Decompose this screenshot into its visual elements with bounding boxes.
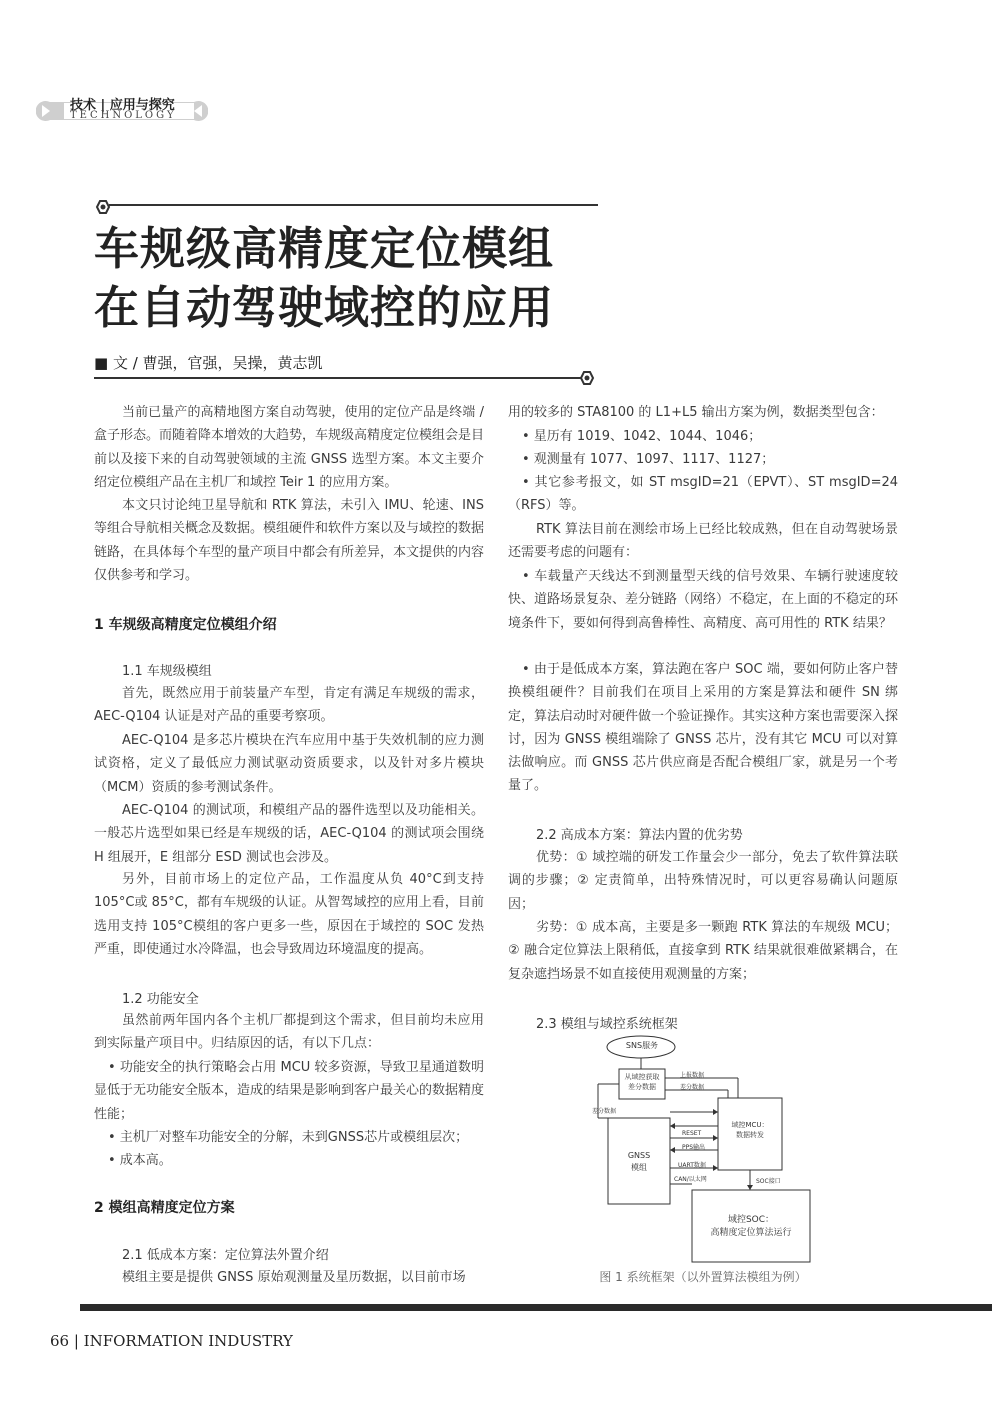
- bullet-1-2b: • 主机厂对整车功能安全的分解，未到GNSS芯片或模组层次；: [108, 1130, 469, 1145]
- paragraph-1-1c: AEC-Q104 的测试项，和模组产品的器件选型以及功能相关。一般芯片选型如果已经是车规级的话，AEC-Q104 的测试项会围绕 H 组展开，E 组部分 ESD 测试也会涉及。: [94, 803, 484, 865]
- paragraph-1-1a: 首先，既然应用于前装量产车型，肯定有满足车规级的需求，AEC-Q104 认证是对产品的重要考察项。: [94, 686, 484, 725]
- bullet-rtk-issue-2: • 由于是低成本方案，算法跑在客户 SOC 端，要如何防止客户替换模组硬件？目前我们在项目上采用的方案是算法和硬件 SN 绑定，算法启动时对硬件做一个验证操作。其实这种方案也需要深入探讨，因为 GNSS 模组端除了 GNSS 芯片，没有其它 MCU 可以对算法做响应。而 GNSS 芯片供应商是否配合模组厂家，就是另一个考量了。: [508, 662, 899, 794]
- section-label: 技术 | 应用与探究: [70, 98, 175, 113]
- intro-paragraph-1: 当前已量产的高精地图方案自动驾驶，使用的定位产品是终端 / 盒子形态。而随着降本增效的大趋势，车规级高精度定位模组会是目前以及接下来的自动驾驶领域的主流 GNSS 选型方案。本文主要介绍定位模组产品在主机厂和域控 Teir 1 的应用方案。: [94, 405, 485, 490]
- subsection-heading-2-2: 2.2 高成本方案：算法内置的优劣势: [536, 828, 743, 843]
- section-label-en: TECHNOLOGY: [70, 110, 177, 121]
- subsection-heading-1-2: 1.2 功能安全: [122, 992, 199, 1007]
- paragraph-continued: 用的较多的 STA8100 的 L1+L5 输出方案为例，数据类型包含：: [508, 405, 884, 420]
- subsection-heading-2-3: 2.3 模组与域控系统框架: [536, 1017, 678, 1032]
- diagram-box-soc-line2: 高精度定位算法运行: [710, 1228, 792, 1238]
- paragraph-1-1b: AEC-Q104 是多芯片模块在汽车应用中基于失效机制的应力测试资格，定义了最低应力测试驱动资质要求，以及针对多片模块（MCM）资质的参考测试条件。: [94, 733, 484, 795]
- diagram-label-h: SOC接口: [756, 1178, 781, 1185]
- diagram-box-gnss-line1: GNSS: [627, 1151, 651, 1160]
- title-rule-bottom: [94, 369, 600, 387]
- paragraph-rtk: RTK 算法目前在测绘市场上已经比较成熟，但在自动驾驶场景还需要考虑的问题有：: [508, 522, 898, 561]
- diagram-box-gnss-line2: 模组: [631, 1163, 647, 1172]
- intro-paragraph-2: 本文只讨论纯卫星导航和 RTK 算法，未引入 IMU、轮速、INS 等组合导航相关概念及数据。模组硬件和软件方案以及与域控的数据链路，在具体每个车型的量产项目中都会有所差异，本文提供的内容仅供参考和学习。: [94, 498, 485, 583]
- bullet-1-2a: • 功能安全的执行策略会占用 MCU 较多资源，导致卫星通道数明显低于无功能安全版本，造成的结果是影响到客户最关心的数据精度性能；: [94, 1060, 485, 1122]
- bullet-rtk-issue-1: • 车载量产天线达不到测量型天线的信号效果、车辆行驶速度较快、道路场景复杂、差分链路（网络）不稳定，在上面的不稳定的环境条件下，要如何得到高鲁棒性、高精度、高可用性的 RTK 结果？: [508, 569, 899, 631]
- diagram-label-g: CAN/以太网: [674, 1176, 707, 1183]
- diagram-box-mcu-line2: 数据转发: [736, 1131, 764, 1139]
- article-title-line2: 在自动驾驶域控的应用: [94, 281, 555, 334]
- subsection-heading-2-1: 2.1 低成本方案：定位算法外置介绍: [122, 1248, 329, 1263]
- subsection-heading-1-1: 1.1 车规级模组: [122, 664, 212, 679]
- paragraph-advantages: 优势：① 域控端的研发工作量会少一部分，免去了软件算法联调的步骤；② 定责简单，出特殊情况时，可以更容易确认问题原因；: [508, 850, 898, 912]
- bullet-reference-msgs: • 其它参考报文，如 ST msgID=21（EPVT）、ST msgID=24（RFS）等。: [508, 475, 898, 514]
- bullet-1-2c: • 成本高。: [108, 1153, 172, 1168]
- section-heading-2: 2 模组高精度定位方案: [94, 1200, 235, 1216]
- diagram-box-top-line1: 从域控获取: [624, 1073, 660, 1081]
- diagram-label-c: 差分数据: [592, 1108, 617, 1115]
- diagram-box-mcu-line1: 域控MCU：: [731, 1121, 769, 1129]
- article-title-line1: 车规级高精度定位模组: [94, 222, 555, 275]
- diagram-box-top-line2: 差分数据: [628, 1083, 656, 1091]
- diagram-label-b: 差分数据: [680, 1084, 705, 1091]
- footer-rule: [80, 1304, 992, 1311]
- paragraph-1-1d: 另外，目前市场上的定位产品，工作温度从负 40°C到支持105°C或 85°C，都有车规级的认证。从智驾域控的应用上看，目前选用支持 105°C模组的客户更多一些，原因在于域控的 SOC 发热严重，即使通过水冷降温，也会导致周边环境温度的提高。: [94, 872, 484, 957]
- byline: ■ 文 / 曹强，官强，吴操，黄志凯: [94, 354, 323, 372]
- diagram-label-a: 上报数据: [680, 1072, 705, 1079]
- diagram-box-soc-line1: 域控SOC：: [727, 1215, 775, 1225]
- diagram-cloud-label: SNS服务: [625, 1041, 659, 1050]
- diagram-label-f: UART数据: [678, 1162, 706, 1169]
- diagram-label-d: RESET: [682, 1130, 702, 1137]
- paragraph-disadvantages: 劣势：① 成本高，主要是多一颗跑 RTK 算法的车规级 MCU；② 融合定位算法上限稍低，直接拿到 RTK 结果就很难做紧耦合，在复杂遮挡场景不如直接使用观测量的方案；: [508, 920, 898, 982]
- figure-caption: 图 1 系统框架（以外置算法模组为例）: [599, 1270, 807, 1284]
- paragraph-2-1a: 模组主要是提供 GNSS 原始观测量及星历数据，以目前市场: [122, 1270, 466, 1285]
- bullet-ephemeris: • 星历有 1019、1042、1044、1046；: [522, 429, 762, 444]
- bullet-observations: • 观测量有 1077、1097、1117、1127；: [522, 452, 775, 467]
- diagram-label-e: PPS输出: [682, 1144, 706, 1151]
- footer-page-info: 66 | INFORMATION INDUSTRY: [50, 1332, 293, 1350]
- paragraph-1-2a: 虽然前两年国内各个主机厂都提到这个需求，但目前均未应用到实际量产项目中。归结原因的话，有以下几点：: [94, 1013, 484, 1052]
- system-framework-diagram: [588, 1034, 816, 1266]
- section-heading-1: 1 车规级高精度定位模组介绍: [94, 617, 277, 633]
